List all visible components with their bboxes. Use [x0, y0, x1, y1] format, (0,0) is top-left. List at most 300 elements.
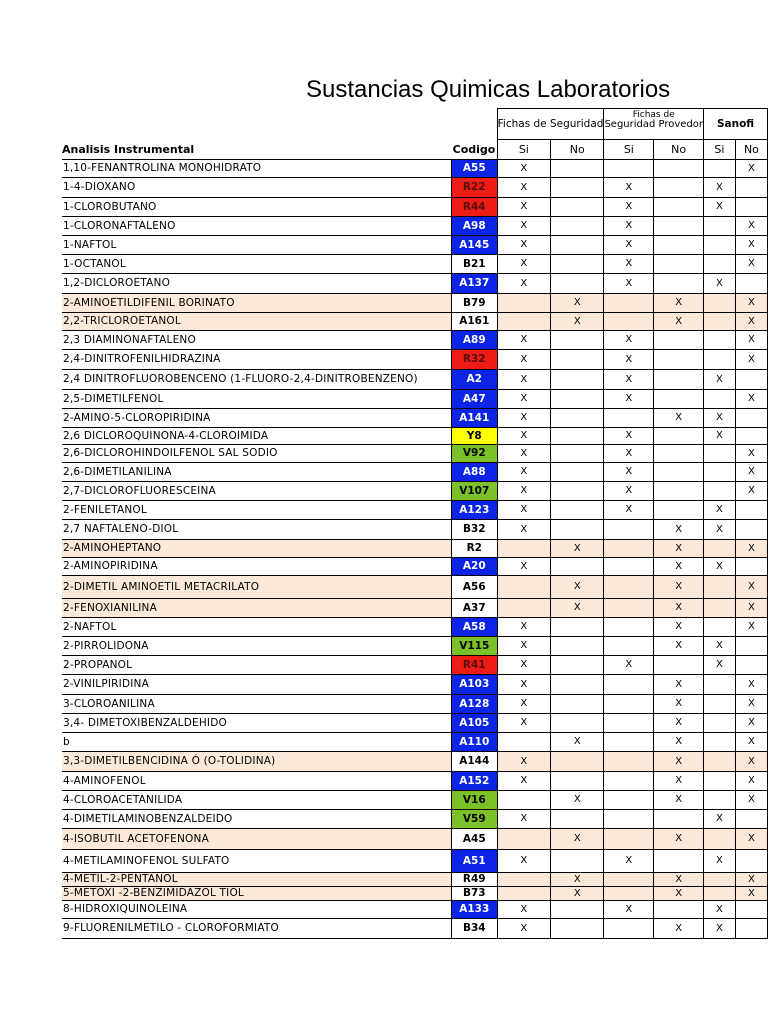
check-mark	[497, 873, 550, 887]
table-row	[62, 390, 768, 409]
check-mark	[551, 901, 604, 919]
substance-name: 8-HIDROXIQUINOLEINA	[62, 901, 451, 919]
check-mark	[735, 409, 767, 428]
check-mark	[704, 618, 736, 637]
header-spacer	[62, 109, 451, 140]
check-mark	[654, 198, 704, 217]
check-mark	[735, 198, 767, 217]
check-mark	[551, 350, 604, 370]
check-mark: X	[604, 217, 654, 236]
check-mark: X	[497, 255, 550, 274]
check-mark: X	[551, 873, 604, 887]
check-mark	[704, 160, 736, 178]
check-mark: X	[735, 482, 767, 501]
check-mark	[551, 198, 604, 217]
check-mark	[604, 772, 654, 791]
check-mark: X	[704, 901, 736, 919]
check-mark: X	[497, 445, 550, 463]
table-row	[62, 810, 768, 829]
page-title: Sustancias Quimicas Laboratorios	[306, 76, 671, 103]
code-header: Codigo	[451, 140, 497, 160]
check-mark: X	[735, 675, 767, 695]
header-fichas-seguridad: Fichas de Seguridad	[497, 109, 604, 140]
table-row	[62, 829, 768, 850]
check-mark	[604, 294, 654, 313]
check-mark	[704, 331, 736, 350]
table-row	[62, 198, 768, 217]
check-mark: X	[704, 409, 736, 428]
substance-code: A55	[451, 160, 497, 178]
header-spacer	[451, 109, 497, 140]
check-mark: X	[654, 752, 704, 772]
substance-name: 3,4- DIMETOXIBENZALDEHIDO	[62, 714, 451, 733]
check-mark	[704, 829, 736, 850]
check-mark: X	[604, 198, 654, 217]
substance-name: b	[62, 733, 451, 752]
check-mark	[604, 520, 654, 540]
check-mark	[497, 887, 550, 901]
substance-name: 2,4 DINITROFLUOROBENCENO (1-FLUORO-2,4-DINITROBENZENO)	[62, 370, 451, 390]
table-row	[62, 160, 768, 178]
check-mark: X	[704, 520, 736, 540]
check-mark	[704, 390, 736, 409]
table-row	[62, 501, 768, 520]
substance-name: 1-CLOROBUTANO	[62, 198, 451, 217]
check-mark: X	[551, 887, 604, 901]
check-mark: X	[497, 558, 550, 576]
substance-name: 2-AMINOPIRIDINA	[62, 558, 451, 576]
check-mark: X	[654, 919, 704, 939]
check-mark: X	[735, 599, 767, 618]
substance-name: 2,3 DIAMINONAFTALENO	[62, 331, 451, 350]
substance-code: A133	[451, 901, 497, 919]
check-mark: X	[704, 656, 736, 675]
check-mark: X	[604, 178, 654, 198]
table-row	[62, 576, 768, 599]
check-mark	[551, 810, 604, 829]
check-mark	[551, 445, 604, 463]
check-mark: X	[497, 675, 550, 695]
substance-code: R2	[451, 540, 497, 558]
substance-name: 4-CLOROACETANILIDA	[62, 791, 451, 810]
check-mark: X	[735, 313, 767, 331]
check-mark	[604, 576, 654, 599]
header-seguridad-provedor	[604, 109, 704, 140]
check-mark: X	[604, 463, 654, 482]
check-mark	[604, 675, 654, 695]
table-row	[62, 558, 768, 576]
check-mark	[654, 501, 704, 520]
check-mark	[704, 791, 736, 810]
check-mark	[704, 294, 736, 313]
check-mark: X	[604, 901, 654, 919]
check-mark	[704, 695, 736, 714]
check-mark: X	[497, 350, 550, 370]
check-mark	[551, 255, 604, 274]
check-mark: X	[735, 445, 767, 463]
substance-name: 4-METIL-2-PENTANOL	[62, 873, 451, 887]
check-mark: X	[735, 618, 767, 637]
substance-code: B79	[451, 294, 497, 313]
header-sanofi: Sanofi	[704, 109, 768, 140]
substance-code: A145	[451, 236, 497, 255]
check-mark: X	[551, 733, 604, 752]
check-mark: X	[654, 714, 704, 733]
check-mark	[735, 501, 767, 520]
substance-code: A103	[451, 675, 497, 695]
check-mark: X	[604, 274, 654, 294]
substance-code: B32	[451, 520, 497, 540]
check-mark	[654, 236, 704, 255]
check-mark: X	[735, 733, 767, 752]
check-mark	[551, 463, 604, 482]
table-row	[62, 178, 768, 198]
check-mark: X	[735, 576, 767, 599]
table-row	[62, 618, 768, 637]
substance-name: 9-FLUORENILMETILO - CLOROFORMIATO	[62, 919, 451, 939]
substance-name: 1,2-DICLOROETANO	[62, 274, 451, 294]
table-row	[62, 313, 768, 331]
header-hidden-text: Fichas de	[632, 109, 675, 120]
check-mark: X	[654, 558, 704, 576]
check-mark	[604, 829, 654, 850]
check-mark: X	[497, 520, 550, 540]
check-mark: X	[654, 695, 704, 714]
check-mark	[551, 752, 604, 772]
substance-code: V115	[451, 637, 497, 656]
check-mark	[497, 294, 550, 313]
check-mark: X	[604, 350, 654, 370]
table-row	[62, 752, 768, 772]
check-mark: X	[735, 540, 767, 558]
section-label: Analisis Instrumental	[62, 140, 451, 160]
check-mark	[551, 501, 604, 520]
check-mark: X	[551, 313, 604, 331]
check-mark	[654, 445, 704, 463]
table-row	[62, 675, 768, 695]
substance-code: A110	[451, 733, 497, 752]
substance-code: V92	[451, 445, 497, 463]
substance-code: A2	[451, 370, 497, 390]
substance-code: A45	[451, 829, 497, 850]
check-mark: X	[704, 370, 736, 390]
check-mark: X	[704, 850, 736, 873]
check-mark: X	[654, 409, 704, 428]
check-mark	[704, 675, 736, 695]
table-row	[62, 445, 768, 463]
check-mark	[497, 599, 550, 618]
substance-code: A141	[451, 409, 497, 428]
check-mark: X	[604, 236, 654, 255]
check-mark	[497, 313, 550, 331]
check-mark	[551, 236, 604, 255]
check-mark	[551, 850, 604, 873]
substance-code: B21	[451, 255, 497, 274]
check-mark: X	[654, 829, 704, 850]
check-mark: X	[735, 160, 767, 178]
check-mark: X	[735, 714, 767, 733]
check-mark	[551, 714, 604, 733]
check-mark	[551, 274, 604, 294]
check-mark: X	[735, 791, 767, 810]
substance-code: R44	[451, 198, 497, 217]
substance-code: A89	[451, 331, 497, 350]
check-mark: X	[654, 733, 704, 752]
sub-header-si: Si	[704, 140, 736, 160]
table-row	[62, 791, 768, 810]
check-mark: X	[654, 618, 704, 637]
substance-name: 4-METILAMINOFENOL SULFATO	[62, 850, 451, 873]
substance-name: 2-AMINO-5-CLOROPIRIDINA	[62, 409, 451, 428]
check-mark	[551, 675, 604, 695]
check-mark: X	[704, 501, 736, 520]
check-mark	[497, 791, 550, 810]
substance-code: A98	[451, 217, 497, 236]
check-mark: X	[654, 520, 704, 540]
check-mark: X	[604, 445, 654, 463]
check-mark	[604, 618, 654, 637]
check-mark	[654, 370, 704, 390]
check-mark	[551, 637, 604, 656]
substance-name: 2,6-DICLOROHINDOILFENOL SAL SODIO	[62, 445, 451, 463]
table-row	[62, 255, 768, 274]
table-row	[62, 599, 768, 618]
table-row	[62, 428, 768, 445]
substance-code: A105	[451, 714, 497, 733]
check-mark: X	[497, 656, 550, 675]
check-mark	[704, 350, 736, 370]
substance-code: A144	[451, 752, 497, 772]
substance-name: 3-CLOROANILINA	[62, 695, 451, 714]
sub-header-no: No	[654, 140, 704, 160]
check-mark	[497, 576, 550, 599]
table-row	[62, 919, 768, 939]
table-row	[62, 236, 768, 255]
substance-code: A123	[451, 501, 497, 520]
check-mark	[604, 540, 654, 558]
substance-code: B73	[451, 887, 497, 901]
substance-name: 1-CLORONAFTALENO	[62, 217, 451, 236]
check-mark: X	[497, 409, 550, 428]
check-mark: X	[551, 540, 604, 558]
substance-code: A58	[451, 618, 497, 637]
check-mark	[654, 217, 704, 236]
check-mark	[735, 178, 767, 198]
substance-code: R41	[451, 656, 497, 675]
check-mark: X	[497, 274, 550, 294]
check-mark	[654, 350, 704, 370]
check-mark: X	[735, 294, 767, 313]
check-mark: X	[735, 331, 767, 350]
check-mark	[604, 313, 654, 331]
substance-code: R22	[451, 178, 497, 198]
check-mark	[654, 850, 704, 873]
check-mark	[551, 656, 604, 675]
check-mark	[704, 463, 736, 482]
check-mark	[704, 236, 736, 255]
check-mark	[551, 618, 604, 637]
check-mark: X	[497, 752, 550, 772]
check-mark: X	[654, 540, 704, 558]
check-mark: X	[497, 810, 550, 829]
substance-name: 2,5-DIMETILFENOL	[62, 390, 451, 409]
substance-name: 2,7 NAFTALENO-DIOL	[62, 520, 451, 540]
check-mark: X	[735, 236, 767, 255]
substance-code: A137	[451, 274, 497, 294]
substance-name: 2-DIMETIL AMINOETIL METACRILATO	[62, 576, 451, 599]
check-mark: X	[604, 255, 654, 274]
check-mark	[551, 772, 604, 791]
check-mark	[551, 160, 604, 178]
check-mark	[654, 656, 704, 675]
chemicals-table	[62, 108, 768, 939]
substance-name: 2-AMINOHEPTANO	[62, 540, 451, 558]
check-mark: X	[497, 331, 550, 350]
substance-code: R49	[451, 873, 497, 887]
check-mark	[704, 313, 736, 331]
table-row	[62, 887, 768, 901]
check-mark	[604, 919, 654, 939]
check-mark	[704, 887, 736, 901]
check-mark	[735, 810, 767, 829]
check-mark: X	[604, 850, 654, 873]
check-mark	[704, 772, 736, 791]
check-mark: X	[497, 236, 550, 255]
check-mark	[654, 178, 704, 198]
check-mark	[604, 637, 654, 656]
check-mark: X	[654, 294, 704, 313]
substance-code: A88	[451, 463, 497, 482]
check-mark: X	[654, 873, 704, 887]
check-mark	[704, 599, 736, 618]
substance-name: 2-VINILPIRIDINA	[62, 675, 451, 695]
substance-code: B34	[451, 919, 497, 939]
check-mark	[551, 370, 604, 390]
check-mark: X	[497, 695, 550, 714]
check-mark	[735, 901, 767, 919]
check-mark	[704, 752, 736, 772]
check-mark: X	[735, 829, 767, 850]
check-mark: X	[604, 390, 654, 409]
check-mark: X	[704, 919, 736, 939]
table-row	[62, 733, 768, 752]
check-mark	[735, 850, 767, 873]
check-mark: X	[551, 294, 604, 313]
substance-name: 3,3-DIMETILBENCIDINA Ó (O-TOLIDINA)	[62, 752, 451, 772]
check-mark	[735, 370, 767, 390]
check-mark: X	[604, 482, 654, 501]
check-mark	[551, 695, 604, 714]
check-mark: X	[497, 463, 550, 482]
check-mark: X	[704, 198, 736, 217]
table-row	[62, 656, 768, 675]
check-mark	[704, 540, 736, 558]
check-mark: X	[704, 178, 736, 198]
sub-header-si: Si	[497, 140, 550, 160]
check-mark	[654, 901, 704, 919]
substance-name: 4-AMINOFENOL	[62, 772, 451, 791]
check-mark	[604, 733, 654, 752]
check-mark: X	[497, 198, 550, 217]
check-mark	[654, 331, 704, 350]
check-mark	[654, 810, 704, 829]
check-mark	[654, 428, 704, 445]
table-row	[62, 482, 768, 501]
check-mark: X	[735, 887, 767, 901]
substance-name: 2-AMINOETILDIFENIL BORINATO	[62, 294, 451, 313]
check-mark	[551, 331, 604, 350]
check-mark	[654, 160, 704, 178]
check-mark: X	[497, 714, 550, 733]
check-mark	[704, 217, 736, 236]
check-mark	[604, 714, 654, 733]
check-mark	[604, 558, 654, 576]
check-mark	[654, 482, 704, 501]
check-mark	[654, 255, 704, 274]
check-mark: X	[735, 390, 767, 409]
check-mark	[735, 274, 767, 294]
sub-header-no: No	[551, 140, 604, 160]
substance-code: A47	[451, 390, 497, 409]
check-mark: X	[735, 695, 767, 714]
check-mark: X	[497, 428, 550, 445]
check-mark: X	[497, 901, 550, 919]
substance-code: V59	[451, 810, 497, 829]
table-row	[62, 772, 768, 791]
substance-name: 1,10-FENANTROLINA MONOHIDRATO	[62, 160, 451, 178]
check-mark: X	[735, 350, 767, 370]
table-row	[62, 274, 768, 294]
check-mark	[704, 255, 736, 274]
check-mark	[704, 873, 736, 887]
substance-code: R32	[451, 350, 497, 370]
table-row	[62, 294, 768, 313]
check-mark: X	[497, 772, 550, 791]
check-mark: X	[654, 637, 704, 656]
check-mark: X	[497, 370, 550, 390]
check-mark	[735, 919, 767, 939]
substance-name: 4-DIMETILAMINOBENZALDEIDO	[62, 810, 451, 829]
check-mark	[704, 733, 736, 752]
substance-name: 2,4-DINITROFENILHIDRAZINA	[62, 350, 451, 370]
check-mark: X	[497, 390, 550, 409]
substance-name: 1-4-DIOXANO	[62, 178, 451, 198]
substance-code: A128	[451, 695, 497, 714]
substance-name: 5-METOXI -2-BENZIMIDAZOL TIOL	[62, 887, 451, 901]
check-mark: X	[704, 274, 736, 294]
check-mark: X	[735, 772, 767, 791]
check-mark	[604, 752, 654, 772]
check-mark: X	[604, 428, 654, 445]
check-mark: X	[551, 599, 604, 618]
check-mark	[704, 482, 736, 501]
check-mark	[704, 445, 736, 463]
sub-header-si: Si	[604, 140, 654, 160]
check-mark	[551, 428, 604, 445]
substance-code: A37	[451, 599, 497, 618]
check-mark	[735, 637, 767, 656]
check-mark: X	[654, 772, 704, 791]
check-mark	[551, 482, 604, 501]
substance-name: 2-FENILETANOL	[62, 501, 451, 520]
check-mark	[604, 791, 654, 810]
table-row	[62, 901, 768, 919]
check-mark: X	[704, 810, 736, 829]
table-row	[62, 637, 768, 656]
check-mark: X	[735, 255, 767, 274]
check-mark: X	[604, 501, 654, 520]
check-mark: X	[704, 637, 736, 656]
